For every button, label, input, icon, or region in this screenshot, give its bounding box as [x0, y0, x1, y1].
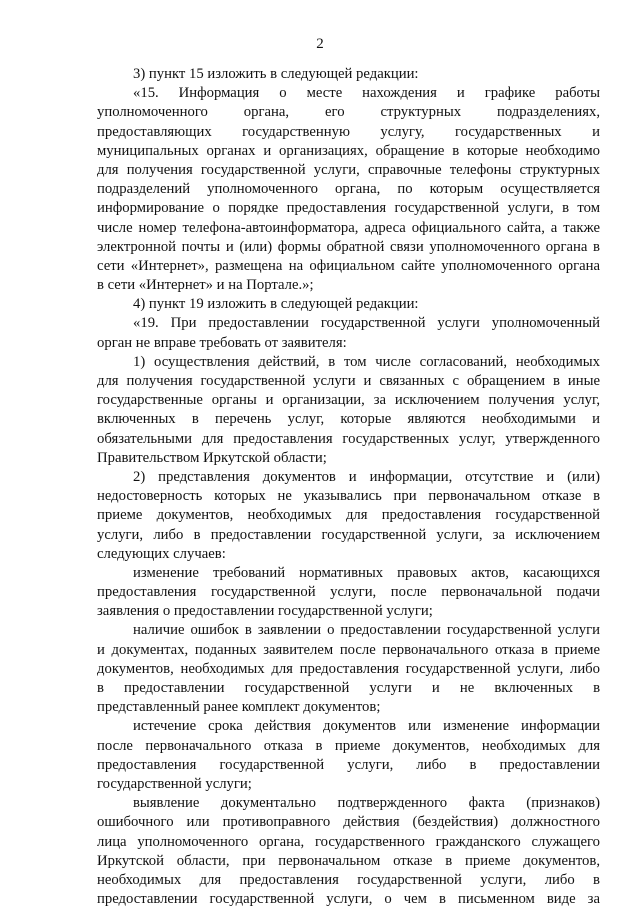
- document-body: [97, 65, 600, 909]
- text-line: «15. Информация о месте нахождения и графике работы: [133, 85, 600, 102]
- text-line: 3) пункт 15 изложить в следующей редакции:: [133, 66, 419, 82]
- text-line: государственной услуги;: [97, 775, 252, 792]
- text-line: лица уполномоченного органа, государственного гражданского служащего: [97, 833, 600, 850]
- text-line: государственные органы и организации, за исключением получения услуг,: [97, 392, 600, 409]
- text-line: предоставлении государственной услуги, о чем в письменном виде за: [97, 891, 600, 908]
- text-line: 4) пункт 19 изложить в следующей редакции:: [133, 296, 419, 313]
- text-line: муниципальных органах и организациях, обращение в которые необходимо: [97, 142, 600, 159]
- text-line: следующих случаев:: [97, 545, 226, 562]
- text-line: в сети «Интернет» и на Портале.»;: [97, 277, 314, 294]
- text-line: подразделений уполномоченного органа, по которым осуществляется: [97, 181, 600, 198]
- text-line: орган не вправе требовать от заявителя:: [97, 334, 347, 351]
- text-line: электронной почты и (или) формы обратной связи уполномоченного органа в: [97, 238, 600, 255]
- text-line: Правительством Иркутской области;: [97, 449, 327, 466]
- text-line: необходимых для предоставления государственной услуги, либо в: [97, 871, 600, 888]
- text-line: ошибочного или противоправного действия (бездействия) должностного: [97, 814, 600, 831]
- text-line: уполномоченного органа, его структурных подразделениях,: [97, 104, 600, 121]
- text-line: услуги, либо в предоставлении государственной услуги, за исключением: [97, 526, 600, 543]
- text-line: предоставления государственной услуги, после первоначальной подачи: [97, 584, 600, 601]
- text-line: «19. При предоставлении государственной услуги уполномоченный: [133, 315, 600, 332]
- text-line: приеме документов, необходимых для предоставления государственной: [97, 507, 600, 524]
- text-line: включенных в перечень услуг, которые являются необходимыми и: [97, 411, 600, 428]
- text-line: для получения государственной услуги и связанных с обращением в иные: [97, 373, 600, 389]
- text-line: истечение срока действия документов или изменение информации: [133, 718, 600, 735]
- text-line: недостоверность которых не указывались при первоначальном отказе в: [97, 488, 600, 505]
- text-line: предоставления государственной услуги, либо в предоставлении: [97, 756, 600, 773]
- text-line: информирование о порядке предоставления государственной услуги, в том: [97, 200, 600, 217]
- text-line: числе номер телефона-автоинформатора, адреса официального сайта, а также: [97, 219, 600, 236]
- text-line: предоставляющих государственную услугу, государственных и: [97, 123, 600, 140]
- text-line: представленный ранее комплект документов;: [97, 699, 381, 716]
- text-line: для получения государственной услуги, справочные телефоны структурных: [97, 161, 600, 178]
- page-number: 2: [316, 36, 324, 52]
- text-line: после первоначального отказа в приеме документов, необходимых для: [97, 737, 600, 754]
- text-line: обязательными для предоставления государственных услуг, утвержденного: [97, 430, 600, 447]
- text-line: и документах, поданных заявителем после первоначального отказа в приеме: [97, 641, 600, 658]
- text-line: выявление документально подтвержденного факта (признаков): [133, 795, 600, 812]
- text-line: сети «Интернет», размещена на официальном сайте уполномоченного органа: [97, 257, 600, 274]
- text-line: 2) представления документов и информации, отсутствие и (или): [133, 468, 600, 485]
- text-line: заявления о предоставлении государственной услуги;: [97, 603, 433, 620]
- text-line: Иркутской области, при первоначальном отказе в приеме документов,: [97, 852, 600, 869]
- text-line: наличие ошибок в заявлении о предоставлении государственной услуги: [133, 622, 600, 639]
- text-line: документов, необходимых для предоставления государственной услуги, либо: [97, 660, 600, 677]
- text-line: 1) осуществления действий, в том числе согласований, необходимых: [133, 353, 600, 370]
- text-line: изменение требований нормативных правовых актов, касающихся: [133, 564, 600, 581]
- text-line: в предоставлении государственной услуги и не включенных в: [97, 680, 600, 696]
